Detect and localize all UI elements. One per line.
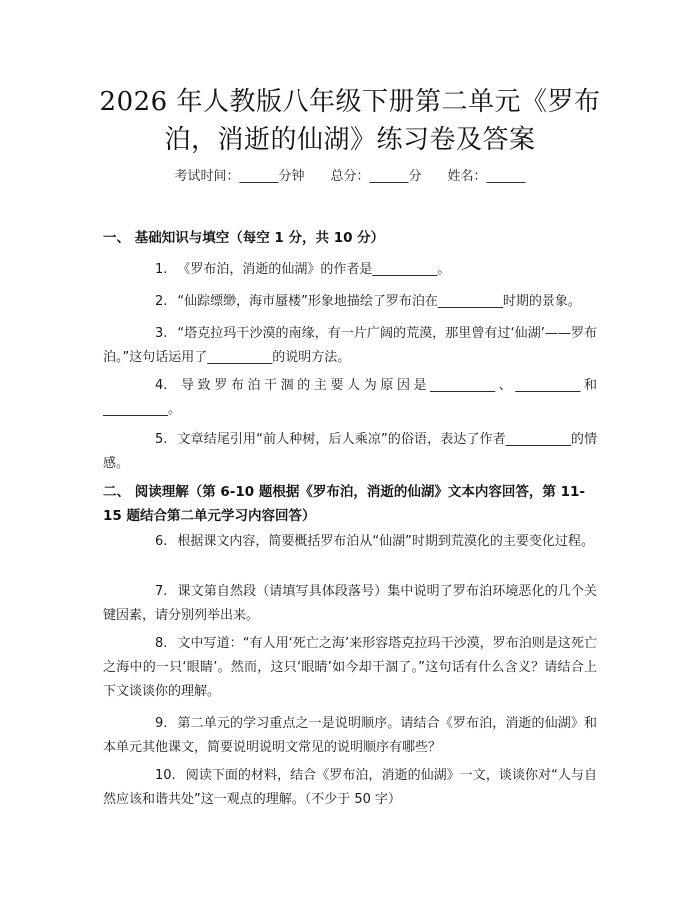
question-text: 阅读下面的材料，结合《罗布泊，消逝的仙湖》一文，谈谈你对“人与自然应该和谐共处”这一观点的理解。（不少于 50 字） xyxy=(103,768,597,807)
question-text: 文章结尾引用“前人种树，后人乘凉”的俗语，表达了作者__________的情感。 xyxy=(103,432,597,471)
document-title-line-1: 2026 年人教版八年级下册第二单元《罗布 xyxy=(99,87,601,117)
question-text: 课文第自然段（请填写具体段落号）集中说明了罗布泊环境恶化的几个关键因素，请分别列举出来。 xyxy=(103,584,597,623)
question-number: 2. xyxy=(155,294,168,309)
question-text: 第二单元的学习重点之一是说明顺序。请结合《罗布泊，消逝的仙湖》和本单元其他课文，简要说明说明文常见的说明顺序有哪些？ xyxy=(103,716,597,755)
question-text: 《罗布泊，消逝的仙湖》的作者是__________。 xyxy=(177,262,451,277)
question-item xyxy=(103,712,597,760)
student-name-field: 姓名：______ xyxy=(447,169,526,184)
question-number: 9. xyxy=(155,716,168,731)
question-number: 3. xyxy=(155,326,168,341)
question-number: 8. xyxy=(155,636,168,651)
question-item xyxy=(103,764,597,812)
question-item xyxy=(103,290,597,314)
question-number: 1. xyxy=(155,262,168,277)
question-text: 文中写道：“有人用‘死亡之海’来形容塔克拉玛干沙漠，罗布泊则是这死亡之海中的一只‘眼睛’。然而，这只‘眼睛’如今却干涸了。”这句话有什么含义？请结合上下文谈谈你的理解。 xyxy=(103,636,597,699)
document-title-line-2: 泊，消逝的仙湖》练习卷及答案 xyxy=(164,125,536,155)
question-text: “仙踪缥缈，海市蜃楼”形象地描绘了罗布泊在__________时期的景象。 xyxy=(177,294,581,309)
question-text: 根据课文内容，简要概括罗布泊从“仙湖”时期到荒漠化的主要变化过程。 xyxy=(177,534,594,549)
exam-time-field: 考试时间：______分钟 xyxy=(174,169,305,184)
question-number: 4. xyxy=(155,378,168,393)
section-heading-1: 一、 基础知识与填空（每空 1 分，共 10 分） xyxy=(103,230,385,246)
question-number: 5. xyxy=(155,432,168,447)
exam-meta xyxy=(0,166,700,188)
question-number: 6. xyxy=(155,534,168,549)
section-heading-2: 二、 阅读理解（第 6-10 题根据《罗布泊，消逝的仙湖》文本内容回答，第 11-15 题结合第二单元学习内容回答） xyxy=(103,484,585,524)
question-text: “塔克拉玛干沙漠的南缘，有一片广阔的荒漠，那里曾有过‘仙湖’——罗布泊。”这句话运用了__________的说明方法。 xyxy=(103,326,597,365)
question-item xyxy=(103,428,597,476)
question-item xyxy=(103,580,597,628)
question-item xyxy=(103,374,597,422)
total-score-field: 总分：______分 xyxy=(330,169,422,184)
question-item xyxy=(103,322,597,370)
question-item xyxy=(103,530,597,554)
question-number: 7. xyxy=(155,584,168,599)
question-text: 导致罗布泊干涸的主要人为原因是__________、__________和__________。 xyxy=(103,378,597,417)
question-item xyxy=(103,258,597,282)
question-number: 10. xyxy=(155,768,176,783)
question-item xyxy=(103,632,597,704)
